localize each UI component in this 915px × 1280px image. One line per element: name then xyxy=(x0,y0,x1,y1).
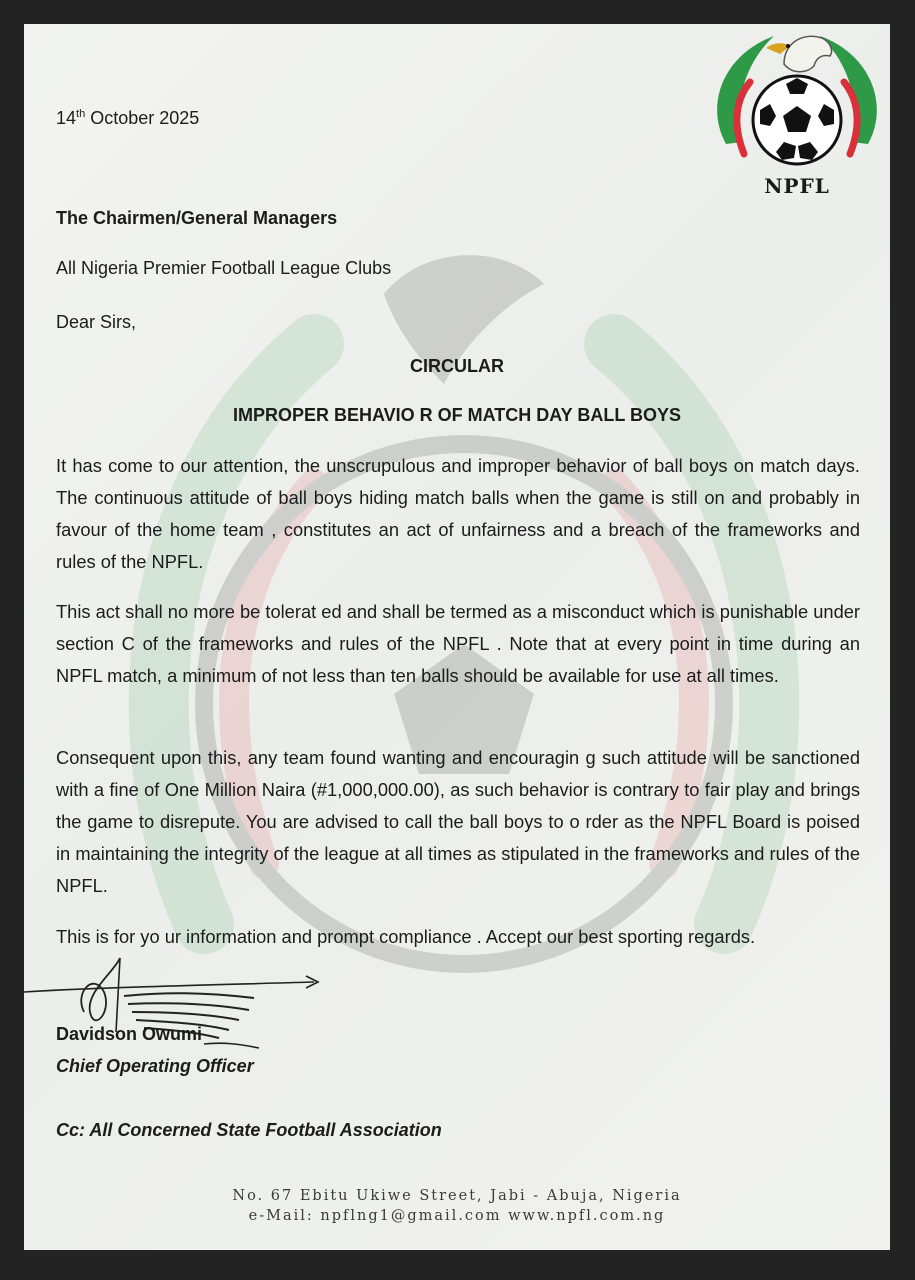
cc-line: Cc: All Concerned State Football Association xyxy=(56,1120,442,1140)
subject-heading: IMPROPER BEHAVIO R OF MATCH DAY BALL BOYS xyxy=(232,405,682,425)
circular-heading: CIRCULAR xyxy=(410,356,504,376)
npfl-eagle-ball-logo-icon xyxy=(704,24,890,174)
signer-name: Davidson Owumi xyxy=(56,1024,203,1044)
body-paragraph: It has come to our attention, the unscrupulous and improper behavior of ball boys on match days. The continuous attitude of ball boys hiding match balls when the game is still on and probably in favour of the home team , constitutes an act of unfairness and a breach of the frameworks and rules of the NPFL. xyxy=(56,455,860,572)
npfl-logo xyxy=(704,24,890,200)
letter-page xyxy=(24,24,890,1250)
footer-address: No. 67 Ebitu Ukiwe Street, Jabi - Abuja, Nigeria xyxy=(232,1188,682,1204)
logo-text: NPFL xyxy=(764,174,830,198)
signer-title: Chief Operating Officer xyxy=(56,1056,254,1076)
recipient-clubs: All Nigeria Premier Football League Clubs xyxy=(56,258,392,278)
recipient-line: The Chairmen/General Managers xyxy=(56,208,338,228)
salutation: Dear Sirs, xyxy=(56,312,137,332)
body-paragraph: Consequent upon this, any team found wanting and encouragin g such attitude will be sanctioned with a fine of One Million Naira (#1,000,000.00), as such behavior is contrary to fair play and brings the game to disrepute. You are advised to call the ball boys to o rder as the NPFL Board is poised in maintaining the integrity of the league at all times as stipulated in the frameworks and rules of the NPFL. xyxy=(56,747,860,896)
body-paragraph: This act shall no more be tolerat ed and shall be termed as a misconduct which is punishable under section C of the frameworks and rules of the NPFL . Note that at every point in time during an NPFL match, a minimum of not less than ten balls should be available for use at all times. xyxy=(56,601,860,686)
footer-contact: e-Mail: npflng1@gmail.com www.npfl.com.ng xyxy=(248,1208,666,1224)
letter-date: 14th October 2025 xyxy=(56,108,200,128)
closing-paragraph: This is for yo ur information and prompt compliance . Accept our best sporting regards. xyxy=(56,926,756,947)
